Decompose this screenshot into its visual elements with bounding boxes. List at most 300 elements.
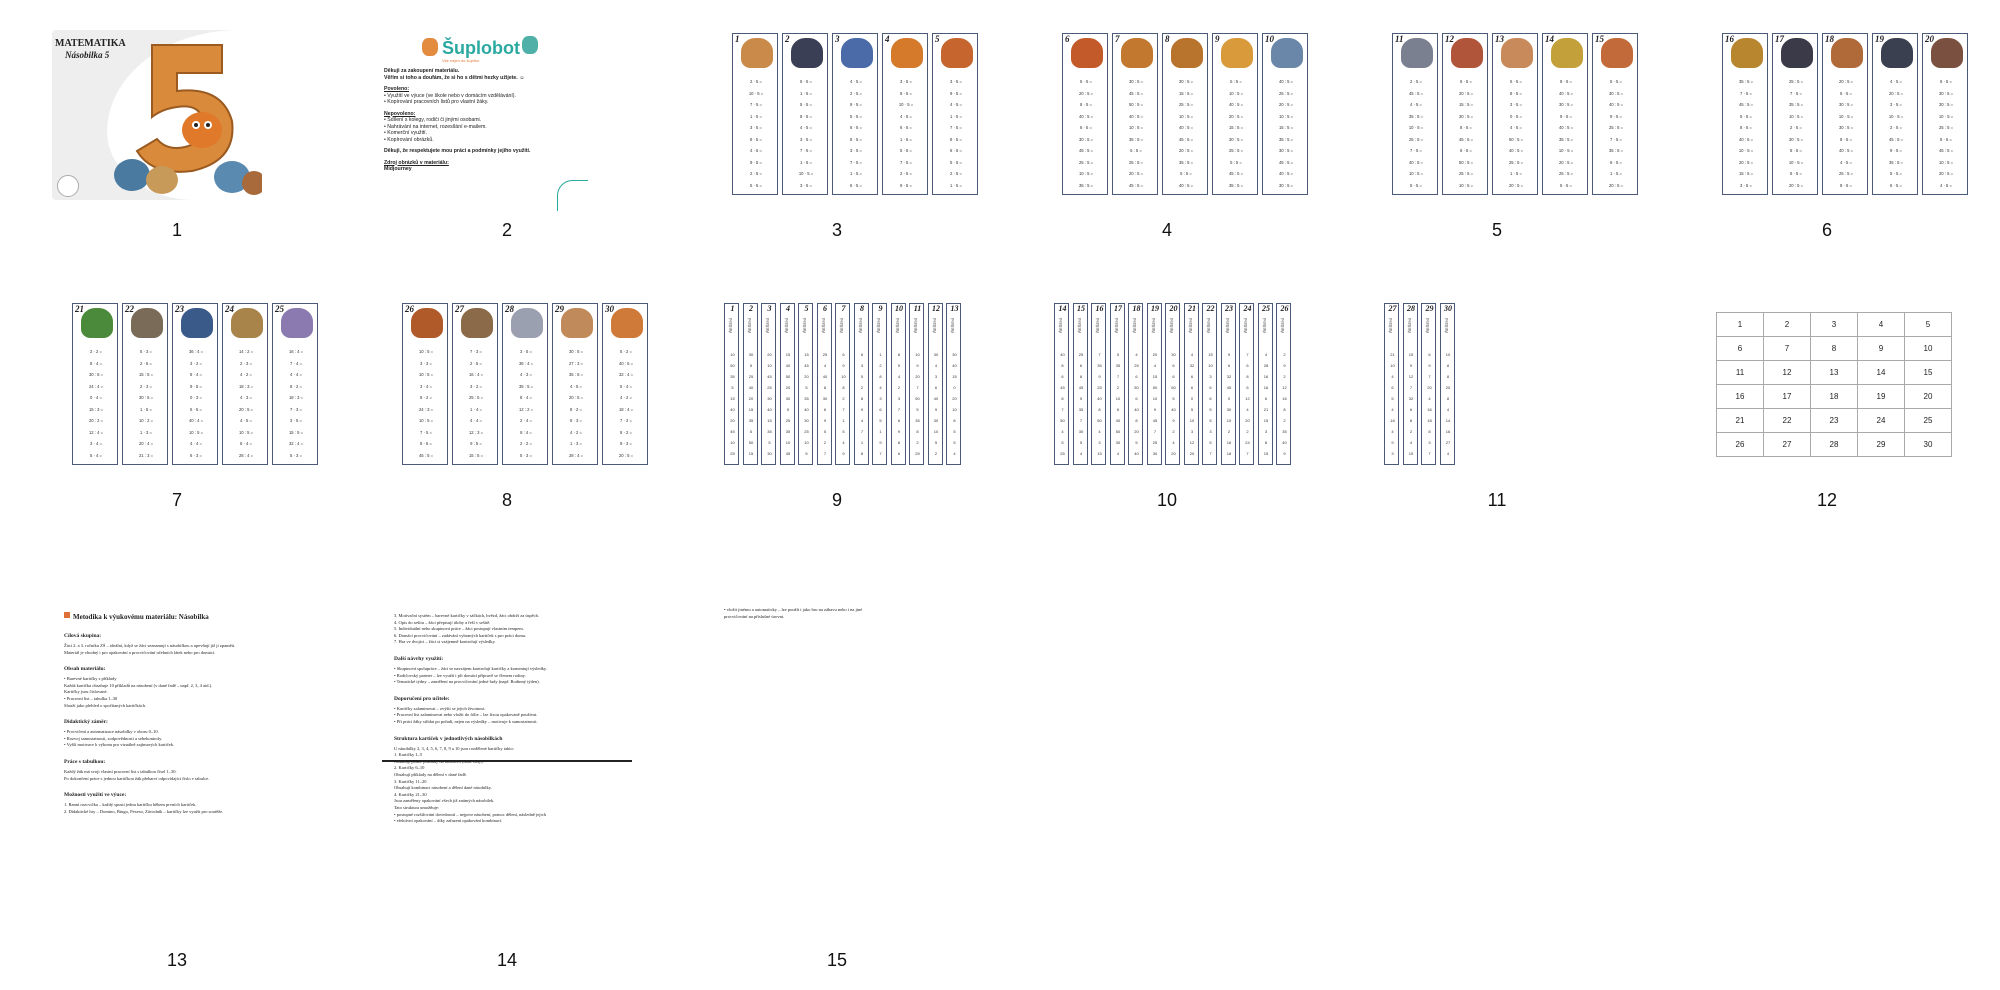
math-problem: 6 · 5 = <box>190 406 202 412</box>
answer-card-number: 4 <box>786 304 790 313</box>
intro-text-line: • Kopírování pracovních listů pro vlastní žáky. <box>384 99 489 105</box>
answer-value: 9 <box>916 363 919 368</box>
answer-value: 8 <box>1061 396 1064 401</box>
answer-value: 25 <box>1152 440 1158 445</box>
answer-value: 5 <box>897 363 901 368</box>
answer-value: 8 <box>1446 396 1450 401</box>
answer-value: 15 <box>785 352 791 357</box>
answer-card-number: 7 <box>841 304 846 313</box>
card-number: 9 <box>1215 34 1220 44</box>
math-problem: 8 · 4 = <box>90 360 102 366</box>
document-text-line: 1. Kartičky 1–5 <box>394 752 423 758</box>
decorative-arc <box>557 180 588 211</box>
answer-value: 45 <box>785 451 791 456</box>
answer-value: 7 <box>897 407 901 412</box>
math-problem: 6 · 5 = <box>850 125 862 130</box>
math-problem: 2 · 3 = <box>240 360 252 366</box>
intro-text-line: Věřím si toho a doufám, že si ho s dětmi hezky užijete. ☺ <box>384 74 525 81</box>
page-preview[interactable] <box>1702 30 1952 200</box>
answer-value: 5 <box>1209 418 1212 423</box>
math-problem: 10 : 5 = <box>418 349 434 354</box>
page-thumbnail[interactable] <box>712 585 962 980</box>
answer-value: 5 <box>768 440 771 445</box>
answer-value: 5 <box>731 385 734 390</box>
answer-value: 10 <box>785 440 791 445</box>
exercise-card <box>72 303 118 465</box>
math-problem: 40 : 5 = <box>1558 90 1574 96</box>
card-number: 13 <box>1495 34 1504 44</box>
document-text-line: • Rodičovský partner – lze využít i při domácí přípravě se členem rodiny. <box>394 672 526 678</box>
document-text-line: 6. Domácí procvičování – zadávání vybraných kartiček s pro práci doma. <box>394 632 526 638</box>
table-row <box>1717 409 1952 433</box>
math-problem: 10 · 5 = <box>1788 159 1804 165</box>
math-problem: 35 : 5 = <box>568 372 584 377</box>
answer-value: 10 <box>730 352 735 357</box>
table-cell: 11 <box>1717 361 1764 385</box>
answer-value: 6 <box>823 407 827 412</box>
document-text-line: U násobilky 2, 3, 4, 5, 6, 7, 8, 9 a 10 jsou rozdělené kartičky takto: <box>394 745 514 751</box>
math-problem: 36 : 4 = <box>518 360 534 366</box>
dragon-illustration <box>131 308 163 338</box>
card-number: 26 <box>405 304 414 314</box>
intro-text-line: Nepovoleno: <box>384 110 416 117</box>
answer-value: 25 <box>730 451 735 456</box>
page-number-label: 12 <box>1816 490 1838 510</box>
answer-value: 5 <box>860 374 864 379</box>
page-thumbnail[interactable] <box>1042 30 1292 250</box>
answer-value: 5 <box>1079 440 1083 445</box>
page-number-label: 13 <box>166 950 188 970</box>
answer-value: 6 <box>842 352 845 357</box>
answer-value: 35 <box>785 429 791 434</box>
document-text-line: • Pracovní list – tabulka 1–30 <box>64 696 118 701</box>
math-problem: 8 · 5 = <box>900 90 912 96</box>
page-preview[interactable] <box>1372 300 1622 470</box>
intro-text-line: • Využití ve výuce (ve škole nebo v domácím vzdělávání). <box>384 92 516 99</box>
math-problem: 40 : 5 = <box>1278 171 1294 176</box>
page-thumbnail[interactable] <box>1372 30 1622 250</box>
card-number: 5 <box>935 34 940 44</box>
answer-value: 50 <box>748 440 754 445</box>
math-problem: 5 · 5 = <box>800 102 812 107</box>
answer-value: 25 <box>804 429 809 434</box>
answer-value: 30 <box>952 352 957 357</box>
answer-value: 3 <box>934 374 938 379</box>
answer-value: 0 <box>1190 396 1194 401</box>
exercise-card <box>1772 33 1818 195</box>
math-problem: 45 : 5 = <box>418 452 434 458</box>
page-preview[interactable] <box>712 30 962 200</box>
math-problem: 1 · 4 = <box>470 406 482 412</box>
answer-value: 10 <box>1189 418 1195 423</box>
answer-value: 1 <box>842 418 845 423</box>
math-problem: 5 · 5 = <box>1840 90 1852 96</box>
math-problem: 45 : 5 = <box>1458 136 1474 142</box>
page-thumbnail[interactable] <box>712 30 962 250</box>
page-thumbnail[interactable] <box>382 300 632 520</box>
table-cell: 1 <box>1717 313 1764 337</box>
exercise-card <box>782 33 828 195</box>
math-problem: 45 : 5 = <box>1938 148 1954 153</box>
page-number-label: 3 <box>831 220 842 240</box>
answer-label: ŘEŠENÍ <box>802 318 807 333</box>
answer-value: 15 <box>1208 352 1213 357</box>
math-problem: 6 · 5 = <box>1610 159 1622 165</box>
page-number-label: 7 <box>171 490 182 510</box>
math-problem: 3 · 5 = <box>1740 182 1752 188</box>
document-text-line: Další návrhy využití: <box>394 656 444 662</box>
math-problem: 3 · 2 = <box>470 383 482 389</box>
answer-value: 4 <box>1428 396 1431 401</box>
answer-card <box>891 303 906 465</box>
math-problem: 16 : 4 = <box>468 372 484 377</box>
answer-value: 35 <box>915 418 920 423</box>
answer-value: 40 <box>767 407 772 412</box>
math-problem: 10 : 5 = <box>1178 113 1194 119</box>
answer-value: 2 <box>1172 429 1175 434</box>
math-problem: 4 · 3 = <box>240 395 252 400</box>
answer-value: 45 <box>1152 418 1158 423</box>
answer-value: 7 <box>1246 352 1249 357</box>
page-preview[interactable] <box>712 300 962 470</box>
answer-value: 25 <box>748 374 754 379</box>
math-problem: 45 : 5 = <box>1128 182 1144 188</box>
answer-value: 5 <box>1061 440 1064 445</box>
answer-value: 2 <box>934 451 938 456</box>
answer-value: 4 <box>1079 451 1083 456</box>
answer-value: 30 <box>1171 352 1176 357</box>
answer-value: 6 <box>1428 352 1431 357</box>
answer-value: 9 <box>842 451 845 456</box>
answer-value: 9 <box>897 429 901 434</box>
answer-value: 25 <box>1097 385 1102 390</box>
answer-value: 20 <box>1189 451 1195 456</box>
answer-value: 5 <box>749 429 753 434</box>
exercise-card <box>402 303 448 465</box>
answer-value: 40 <box>933 396 939 401</box>
math-problem: 25 : 5 = <box>1228 148 1244 153</box>
table-cell: 15 <box>1905 361 1952 385</box>
math-problem: 3 · 4 = <box>90 441 102 446</box>
math-problem: 8 : 4 = <box>520 429 532 435</box>
answer-value: 7 <box>879 451 882 456</box>
answer-label: ŘEŠENÍ <box>1406 318 1412 333</box>
answer-label: ŘEŠENÍ <box>1224 318 1230 333</box>
math-problem: 10 : 5 = <box>238 429 254 435</box>
math-problem: 32 : 4 = <box>288 441 304 446</box>
card-number: 8 <box>1165 34 1170 44</box>
answer-value: 5 <box>879 418 882 423</box>
math-problem: 27 : 3 = <box>568 360 584 366</box>
math-problem: 20 : 5 = <box>568 395 584 400</box>
math-problem: 7 · 2 = <box>620 418 632 423</box>
answer-value: 35 <box>730 374 735 379</box>
answer-value: 7 <box>1079 418 1083 423</box>
answer-card-number: 24 <box>1243 304 1252 313</box>
answer-value: 10 <box>804 440 809 445</box>
answer-card-number: 25 <box>1262 304 1270 313</box>
page-thumbnail[interactable] <box>52 300 302 520</box>
math-problem: 7 · 5 = <box>420 429 432 435</box>
table-cell: 18 <box>1811 385 1858 409</box>
math-problem: 3 · 5 = <box>520 349 532 354</box>
math-problem: 50 : 5 = <box>1458 159 1474 165</box>
math-problem: 35 : 5 = <box>1278 136 1294 142</box>
answer-card <box>928 303 943 465</box>
exercise-card <box>1492 33 1538 195</box>
answer-card-number: 20 <box>1169 304 1178 313</box>
page-thumbnail[interactable] <box>1702 30 1952 250</box>
math-problem: 50 : 5 = <box>1508 136 1524 142</box>
page-thumbnail[interactable] <box>712 300 962 520</box>
math-problem: 45 : 5 = <box>1278 159 1294 165</box>
answer-value: 30 <box>933 352 939 357</box>
table-cell: 27 <box>1764 433 1811 457</box>
document-text-line: 4. Opis do sešitu – žáci přepisují úlohy a řeší v sešitě. <box>394 619 491 625</box>
answer-value: 20 <box>767 352 772 357</box>
page-preview[interactable] <box>1042 300 1292 470</box>
document-text-line: • Pracovní list zalaminovat nebo vložit do fólie – lze fixou opakovaně používat. <box>394 712 538 718</box>
math-problem: 7 · 4 = <box>290 360 302 366</box>
math-problem: 8 · 5 = <box>1460 125 1472 130</box>
answer-label: ŘEŠENÍ <box>1095 318 1100 333</box>
page-preview[interactable] <box>382 300 632 470</box>
document-text-line: • Procvičení a automatizace násobilky v oboru 0–10. <box>64 729 159 735</box>
page-preview[interactable] <box>1372 30 1622 200</box>
brand-mascot-icon <box>422 38 438 56</box>
answer-value: 10 <box>730 440 735 445</box>
math-problem: 5 · 5 = <box>1410 182 1422 188</box>
card-number: 2 <box>785 34 790 44</box>
answer-value: 50 <box>1115 429 1121 434</box>
answer-value: 5 <box>786 407 790 412</box>
answer-card-number: 5 <box>804 304 809 313</box>
answer-value: 4 <box>1246 407 1249 412</box>
answer-value: 32 <box>1189 363 1195 368</box>
answer-value: 2 <box>823 440 827 445</box>
math-problem: 1 · 5 = <box>800 90 812 96</box>
document-text-line: • Rozvoj samostatnosti, zodpovědnosti a sebekontroly. <box>64 735 163 741</box>
answer-value: 20 <box>1171 451 1176 456</box>
page-preview[interactable] <box>1702 300 1952 470</box>
answer-value: 10 <box>767 363 772 368</box>
answer-value: 6 <box>860 352 864 357</box>
answer-value: 45 <box>1226 385 1232 390</box>
page-preview[interactable] <box>52 585 302 930</box>
math-problem: 25 : 5 = <box>1408 136 1424 142</box>
table-row <box>1717 433 1952 457</box>
math-problem: 30 : 5 = <box>1278 148 1294 153</box>
math-problem: 20 : 5 = <box>1888 90 1904 96</box>
answer-value: 20 <box>1152 352 1158 357</box>
exercise-card <box>452 303 498 465</box>
math-problem: 30 : 5 = <box>1838 102 1854 107</box>
answer-value: 10 <box>1115 396 1121 401</box>
answer-value: 14 <box>1445 418 1451 423</box>
answer-value: 30 <box>933 418 939 423</box>
math-problem: 35 : 5 = <box>1788 102 1804 107</box>
answer-label: ŘEŠENÍ <box>1261 318 1267 333</box>
answer-label: ŘEŠENÍ <box>1076 318 1082 333</box>
answer-value: 4 <box>1409 440 1413 445</box>
answer-value: 8 <box>1135 418 1138 423</box>
answer-label: ŘEŠENÍ <box>857 318 863 333</box>
page-preview[interactable] <box>712 585 962 930</box>
answer-card <box>780 303 795 465</box>
answer-value: 6 <box>1246 363 1249 368</box>
card-number: 30 <box>605 304 614 314</box>
table-cell: 20 <box>1905 385 1952 409</box>
math-problem: 8 · 5 = <box>1560 79 1572 84</box>
answer-value: 20 <box>952 396 957 401</box>
page-preview[interactable] <box>1042 30 1292 200</box>
answer-value: 45 <box>804 363 809 368</box>
answer-value: 6 <box>1172 363 1175 368</box>
page-thumbnail[interactable] <box>382 585 632 980</box>
answer-value: 6 <box>1409 407 1413 412</box>
answer-value: 45 <box>1060 385 1065 390</box>
math-problem: 35 : 5 = <box>1738 79 1754 84</box>
math-problem: 30 : 5 = <box>1788 136 1804 142</box>
page-thumbnail[interactable] <box>52 585 302 980</box>
brand-mascot-icon <box>522 36 538 54</box>
math-problem: 3 · 4 = <box>420 383 432 389</box>
math-problem: 20 : 5 = <box>1128 171 1144 176</box>
math-problem: 40 : 5 = <box>1738 136 1754 142</box>
answer-value: 30 <box>1226 407 1232 412</box>
math-problem: 12 : 3 = <box>468 429 484 435</box>
math-problem: 20 : 5 = <box>1078 90 1094 96</box>
math-problem: 35 : 5 = <box>1078 182 1094 188</box>
intro-text-line: Děkuji, že respektujete mou práci a podmínky jejího využití. <box>384 148 531 154</box>
answer-value: 16 <box>1445 429 1451 434</box>
answer-value: 8 <box>897 440 901 445</box>
answer-value: 15 <box>1263 451 1269 456</box>
answer-card <box>835 303 850 465</box>
table-cell: 30 <box>1905 433 1952 457</box>
table-cell: 14 <box>1858 361 1905 385</box>
page-preview[interactable] <box>52 300 302 470</box>
math-problem: 30 : 5 = <box>1458 113 1474 119</box>
page-thumbnail[interactable] <box>1042 300 1292 520</box>
table-row <box>1717 337 1952 361</box>
exercise-card <box>272 303 318 465</box>
answer-value: 9 <box>1172 418 1175 423</box>
table-cell: 22 <box>1764 409 1811 433</box>
answer-value: 10 <box>933 429 939 434</box>
math-problem: 1 · 5 = <box>1610 171 1622 176</box>
answer-card <box>909 303 924 465</box>
answer-card <box>724 303 739 465</box>
math-problem: 40 : 5 = <box>1608 102 1624 107</box>
answer-card <box>761 303 776 465</box>
answer-value: 6 <box>897 418 901 423</box>
page-preview[interactable] <box>382 585 632 930</box>
answer-value: 2 <box>1116 385 1120 390</box>
answer-label: ŘEŠENÍ <box>1280 318 1285 333</box>
math-problem: 30 : 5 = <box>1558 102 1574 107</box>
answer-value: 25 <box>822 352 828 357</box>
math-problem: 30 : 5 = <box>1128 79 1144 84</box>
cover-subtitle: Násobilka 5 <box>65 50 110 60</box>
answer-value: 1 <box>879 352 882 357</box>
document-text-line: Každá kartička obsahuje 10 příkladů na násobení (v dané řadě – např. 2, 3, 4 atd.). <box>64 682 213 688</box>
page-thumbnail[interactable] <box>1702 300 1952 520</box>
answer-value: 10 <box>1208 363 1213 368</box>
page-thumbnail[interactable] <box>382 30 632 250</box>
answer-card <box>872 303 887 465</box>
answer-value: 40 <box>1097 396 1102 401</box>
table-cell: 29 <box>1858 433 1905 457</box>
intro-text-line: Zdroj obrázků v materiálu: <box>384 159 449 166</box>
answer-value: 30 <box>1078 429 1084 434</box>
answer-value: 4 <box>1190 352 1194 357</box>
document-text-line: Tato struktura umožňuje: <box>394 805 440 810</box>
answer-value: 40 <box>822 374 828 379</box>
dragon-illustration <box>791 38 823 68</box>
card-number: 22 <box>125 304 134 314</box>
math-problem: 20 : 5 = <box>1788 182 1804 188</box>
exercise-card <box>1592 33 1638 195</box>
page-number-label: 14 <box>496 950 518 970</box>
answer-value: 18 <box>1226 451 1232 456</box>
math-problem: 8 · 5 = <box>1790 148 1802 153</box>
answer-value: 4 <box>860 418 864 423</box>
answer-value: 20 <box>785 385 791 390</box>
answer-card <box>946 303 961 465</box>
page-preview[interactable] <box>52 30 302 200</box>
intro-text-line: Midjourney <box>384 166 412 172</box>
math-problem: 25 : 5 = <box>1788 79 1804 84</box>
answer-value: 35 <box>804 396 809 401</box>
answer-value: 6 <box>1264 396 1268 401</box>
page-thumbnail[interactable] <box>52 30 302 250</box>
math-problem: 1 · 5 = <box>750 113 762 119</box>
dragon-illustration <box>1401 38 1433 68</box>
answer-value: 3 <box>1190 429 1194 434</box>
math-problem: 7 · 5 = <box>1610 136 1622 142</box>
answer-value: 4 <box>842 440 845 445</box>
card-number: 3 <box>835 34 840 44</box>
math-problem: 3 · 5 = <box>290 418 302 423</box>
dragon-illustration <box>741 38 773 68</box>
math-problem: 25 : 5 = <box>1278 90 1294 96</box>
answer-card <box>1421 303 1436 465</box>
math-problem: 30 : 5 = <box>1838 125 1854 130</box>
answer-value: 9 <box>1283 363 1286 368</box>
answer-value: 50 <box>1152 385 1158 390</box>
answer-value: 5 <box>842 429 845 434</box>
math-problem: 4 · 4 = <box>190 441 202 446</box>
page-preview[interactable] <box>382 30 632 200</box>
card-number: 23 <box>175 304 184 314</box>
answer-value: 2 <box>842 396 845 401</box>
answer-card <box>1440 303 1455 465</box>
document-text-line: Žáci 2. a 3. ročníku ZŠ – ideální, když se žáci seznamují s násobilkou a upevňují již ji zpaměti. <box>64 643 236 648</box>
answer-card <box>1384 303 1399 465</box>
math-problem: 9 · 5 = <box>950 90 962 96</box>
answer-value: 6 <box>1061 374 1064 379</box>
math-problem: 25 : 5 = <box>1938 125 1954 130</box>
answer-value: 2 <box>879 363 882 368</box>
page-thumbnail[interactable] <box>1372 300 1622 520</box>
answer-value: 8 <box>1446 363 1450 368</box>
math-problem: 8 · 2 = <box>290 383 302 389</box>
answer-value: 40 <box>748 385 754 390</box>
document-text-line: 2. Didaktické hry – Domino, Bingo, Pexeso, Závodník – kartičky lze využít pro soutěže. <box>64 808 224 814</box>
answer-value: 8 <box>1446 374 1450 379</box>
page-number-label: 5 <box>1491 220 1502 240</box>
